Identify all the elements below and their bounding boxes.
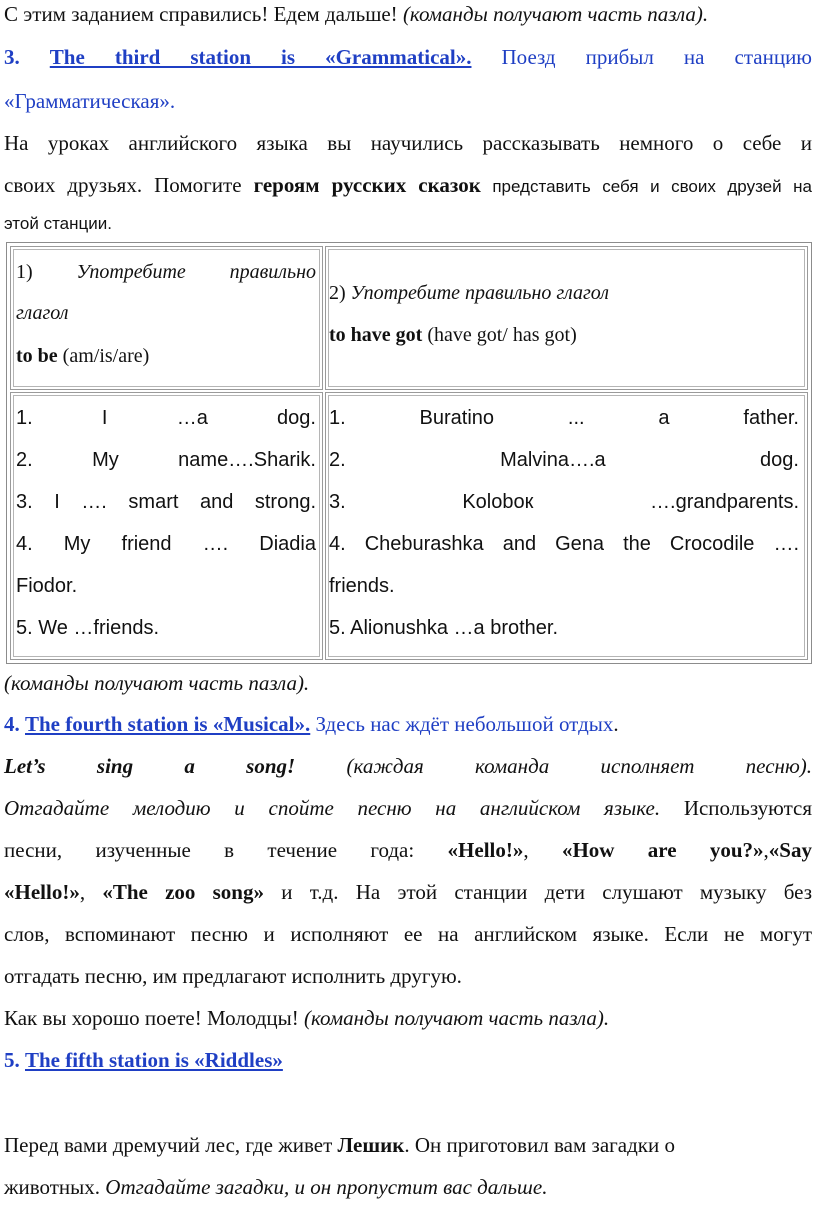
head-left-forms: (am/is/are) xyxy=(62,345,150,367)
station3-number: 3. xyxy=(4,45,20,69)
head-left-line1 xyxy=(16,258,316,286)
station4-desc: Здесь нас ждёт небольшой отдых xyxy=(315,712,614,736)
left-row-1: 1. I …a dog. xyxy=(16,407,316,429)
song-line1 xyxy=(4,752,812,780)
station4-dot: . xyxy=(613,712,619,736)
right-row-1: 1. Buratino ... a father. xyxy=(329,407,799,429)
left-row-4: 4. My friend …. Diadia xyxy=(16,533,316,555)
task3-line2-end: представить себя и своих друзей на xyxy=(480,177,812,196)
intro-note: (команды получают часть пазла). xyxy=(402,2,709,26)
head-left-verb: to be xyxy=(16,345,58,367)
station4-heading xyxy=(4,710,812,738)
head-right-num: 2) xyxy=(329,282,346,304)
praise-note: (команды получают часть пазла). xyxy=(303,1006,610,1030)
right-row-4: 4. Cheburashka and Gena the Crocodile …. xyxy=(329,533,799,555)
head-left-num: 1) xyxy=(16,261,33,283)
task3-line2-start: своих друзьях. Помогите xyxy=(4,173,254,197)
head-right-line2 xyxy=(329,321,577,349)
left-row-4-cont: Fiodor. xyxy=(16,575,78,597)
head-right-line1 xyxy=(329,279,609,307)
head-right-verb: to have got xyxy=(329,324,423,346)
right-row-5: 5. Alionushka …a brother. xyxy=(329,617,559,639)
station3-heading xyxy=(4,43,812,71)
grammar-table xyxy=(6,242,812,664)
station5-heading xyxy=(4,1046,812,1074)
right-row-4-cont: friends. xyxy=(329,575,395,597)
right-row-2: 2. Malvina….a dog. xyxy=(329,449,799,471)
left-row-3: 3. I …. smart and strong. xyxy=(16,491,316,513)
head-right-instr: Употребите правильно глагол xyxy=(350,282,609,304)
station3-desc: Поезд прибыл на станцию xyxy=(501,45,812,69)
song-line5: слов, вспоминают песню и исполняют ее на английском языке. Если не могут xyxy=(4,922,812,946)
lets-sing-text: Let’s sing a song! xyxy=(4,754,296,778)
intro-line xyxy=(4,0,812,28)
forest-line1-end: . Он приготовил вам загадки о xyxy=(404,1133,675,1157)
song-used: Используются xyxy=(683,796,812,820)
forest-line1 xyxy=(4,1131,812,1159)
song-say-hello-start: «Say xyxy=(768,838,812,862)
song-line6: отгадать песню, им предлагают исполнить другую. xyxy=(4,964,462,988)
table-head-right xyxy=(325,246,808,390)
task3-line1: На уроках английского языка вы научились рассказывать немного о себе и xyxy=(4,131,812,155)
song-line4-rest: и т.д. На этой станции дети слушают музыку без xyxy=(281,880,813,904)
forest-line2 xyxy=(4,1173,812,1201)
song-note: (каждая команда исполняет песню). xyxy=(346,754,812,778)
song-hello: «Hello!» xyxy=(447,838,524,862)
forest-line1-start: Перед вами дремучий лес, где живет xyxy=(4,1133,338,1157)
forest-leshik: Лешик xyxy=(337,1133,405,1157)
head-left-line3 xyxy=(16,342,149,370)
song-line3: песни, изученные в течение года: «Hello!», «How are you?»,«Say xyxy=(4,838,812,862)
song-line4: «Hello!», «The zoo song» и т.д. На этой станции дети слушают музыку без xyxy=(4,880,813,904)
praise-text: Как вы хорошо поете! Молодцы! xyxy=(4,1006,299,1030)
praise-line xyxy=(4,1004,812,1032)
forest-line2-start: животных. xyxy=(4,1175,106,1199)
station3-title: The third station is «Grammatical». xyxy=(49,45,472,69)
station3-desc-cont: «Грамматическая». xyxy=(4,89,176,113)
song-line2 xyxy=(4,794,812,822)
task3-line3: этой станции. xyxy=(4,214,112,233)
song-how-are-you: «How are you?» xyxy=(561,838,764,862)
task3-heroes: героям русских сказок xyxy=(253,173,481,197)
station4-title: The fourth station is «Musical». xyxy=(25,712,311,736)
task3-line2 xyxy=(4,171,812,201)
song-say-hello-end: «Hello!» xyxy=(4,880,80,904)
right-row-3: 3. Kolobок ….grandparents. xyxy=(329,491,799,513)
after-table-note: (команды получают часть пазла). xyxy=(4,671,310,695)
left-row-2: 2. My name….Sharik. xyxy=(16,449,316,471)
song-guess: Отгадайте мелодию и спойте песню на английском языке. xyxy=(4,796,661,820)
song-zoo: «The zoo song» xyxy=(102,880,264,904)
head-left-line2: глагол xyxy=(16,302,69,324)
head-left-instr: Употребите правильно xyxy=(76,261,316,283)
station4-number: 4. xyxy=(4,712,20,736)
station5-number: 5. xyxy=(4,1048,20,1072)
intro-text: С этим заданием справились! Едем дальше! xyxy=(4,2,398,26)
forest-instruction: Отгадайте загадки, и он пропустит вас дальше. xyxy=(105,1175,548,1199)
left-row-5: 5. We …friends. xyxy=(16,617,160,639)
song-line3-text: песни, изученные в течение года: xyxy=(4,838,415,862)
head-right-forms: (have got/ has got) xyxy=(427,324,577,346)
station5-title: The fifth station is «Riddles» xyxy=(25,1048,283,1072)
